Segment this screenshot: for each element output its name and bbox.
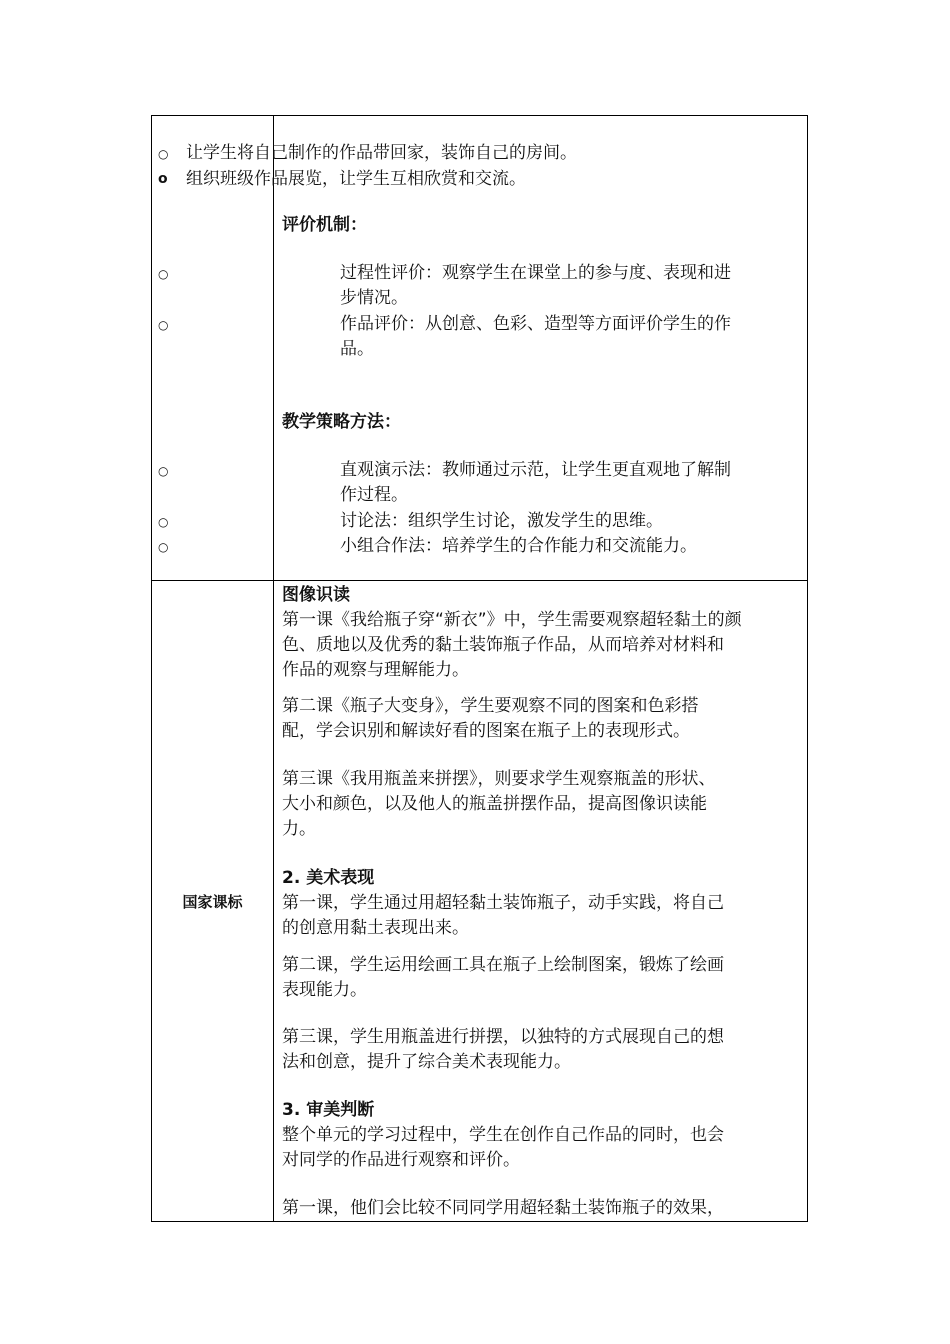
section-title: 2. 美术表现: [282, 868, 375, 888]
paragraph-line: 法和创意，提升了综合美术表现能力。: [282, 1052, 571, 1072]
paragraph-line: 配，学会识别和解读好看的图案在瓶子上的表现形式。: [282, 721, 690, 741]
section-title: 3. 审美判断: [282, 1100, 375, 1120]
paragraph-line: 第三课，学生用瓶盖进行拼摆，以独特的方式展现自己的想: [282, 1027, 724, 1047]
bullet-icon: ○: [158, 540, 169, 554]
list-item: 作品评价：从创意、色彩、造型等方面评价学生的作: [340, 314, 731, 334]
paragraph-line: 的创意用黏土表现出来。: [282, 918, 469, 938]
list-item-continuation: 作过程。: [340, 485, 408, 505]
list-item: 组织班级作品展览，让学生互相欣赏和交流。: [186, 169, 526, 189]
list-item: 讨论法：组织学生讨论，激发学生的思维。: [340, 511, 663, 531]
paragraph-line: 第一课，学生通过用超轻黏土装饰瓶子，动手实践，将自己: [282, 893, 724, 913]
eval-heading: 评价机制：: [282, 215, 367, 235]
paragraph-line: 大小和颜色，以及他人的瓶盖拼摆作品，提高图像识读能: [282, 794, 707, 814]
bullet-icon: ○: [158, 318, 169, 332]
paragraph-line: 第三课《我用瓶盖来拼摆》，则要求学生观察瓶盖的形状、: [282, 769, 716, 789]
row-label: 国家课标: [182, 892, 243, 911]
list-item: 小组合作法：培养学生的合作能力和交流能力。: [340, 536, 697, 556]
paragraph-line: 第一课，他们会比较不同同学用超轻黏土装饰瓶子的效果，: [282, 1198, 724, 1218]
paragraph-line: 对同学的作品进行观察和评价。: [282, 1150, 520, 1170]
bullet-icon: o: [158, 171, 168, 187]
paragraph-line: 力。: [282, 819, 316, 839]
paragraph-line: 色、质地以及优秀的黏土装饰瓶子作品，从而培养对材料和: [282, 635, 724, 655]
bullet-icon: ○: [158, 267, 169, 281]
paragraph-line: 表现能力。: [282, 980, 367, 1000]
list-item: 过程性评价：观察学生在课堂上的参与度、表现和进: [340, 263, 731, 283]
list-item-continuation: 步情况。: [340, 288, 408, 308]
paragraph-line: 第二课《瓶子大变身》，学生要观察不同的图案和色彩搭: [282, 696, 699, 716]
bullet-icon: ○: [158, 464, 169, 478]
strategy-heading: 教学策略方法：: [282, 412, 401, 432]
list-item-continuation: 品。: [340, 339, 374, 359]
paragraph-line: 第二课，学生运用绘画工具在瓶子上绘制图案，锻炼了绘画: [282, 955, 724, 975]
row-label-cell: [152, 581, 273, 1221]
paragraph-line: 整个单元的学习过程中，学生在创作自己作品的同时，也会: [282, 1125, 724, 1145]
paragraph-line: 作品的观察与理解能力。: [282, 660, 469, 680]
list-item: 直观演示法：教师通过示范，让学生更直观地了解制: [340, 460, 731, 480]
list-item: 让学生将自己制作的作品带回家，装饰自己的房间。: [186, 143, 577, 163]
bullet-icon: ○: [158, 515, 169, 529]
bullet-icon: ○: [158, 147, 169, 161]
paragraph-line: 第一课《我给瓶子穿“新衣”》中，学生需要观察超轻黏土的颜: [282, 610, 742, 630]
section-title: 图像识读: [282, 585, 350, 605]
table-column-divider: [273, 116, 274, 1221]
